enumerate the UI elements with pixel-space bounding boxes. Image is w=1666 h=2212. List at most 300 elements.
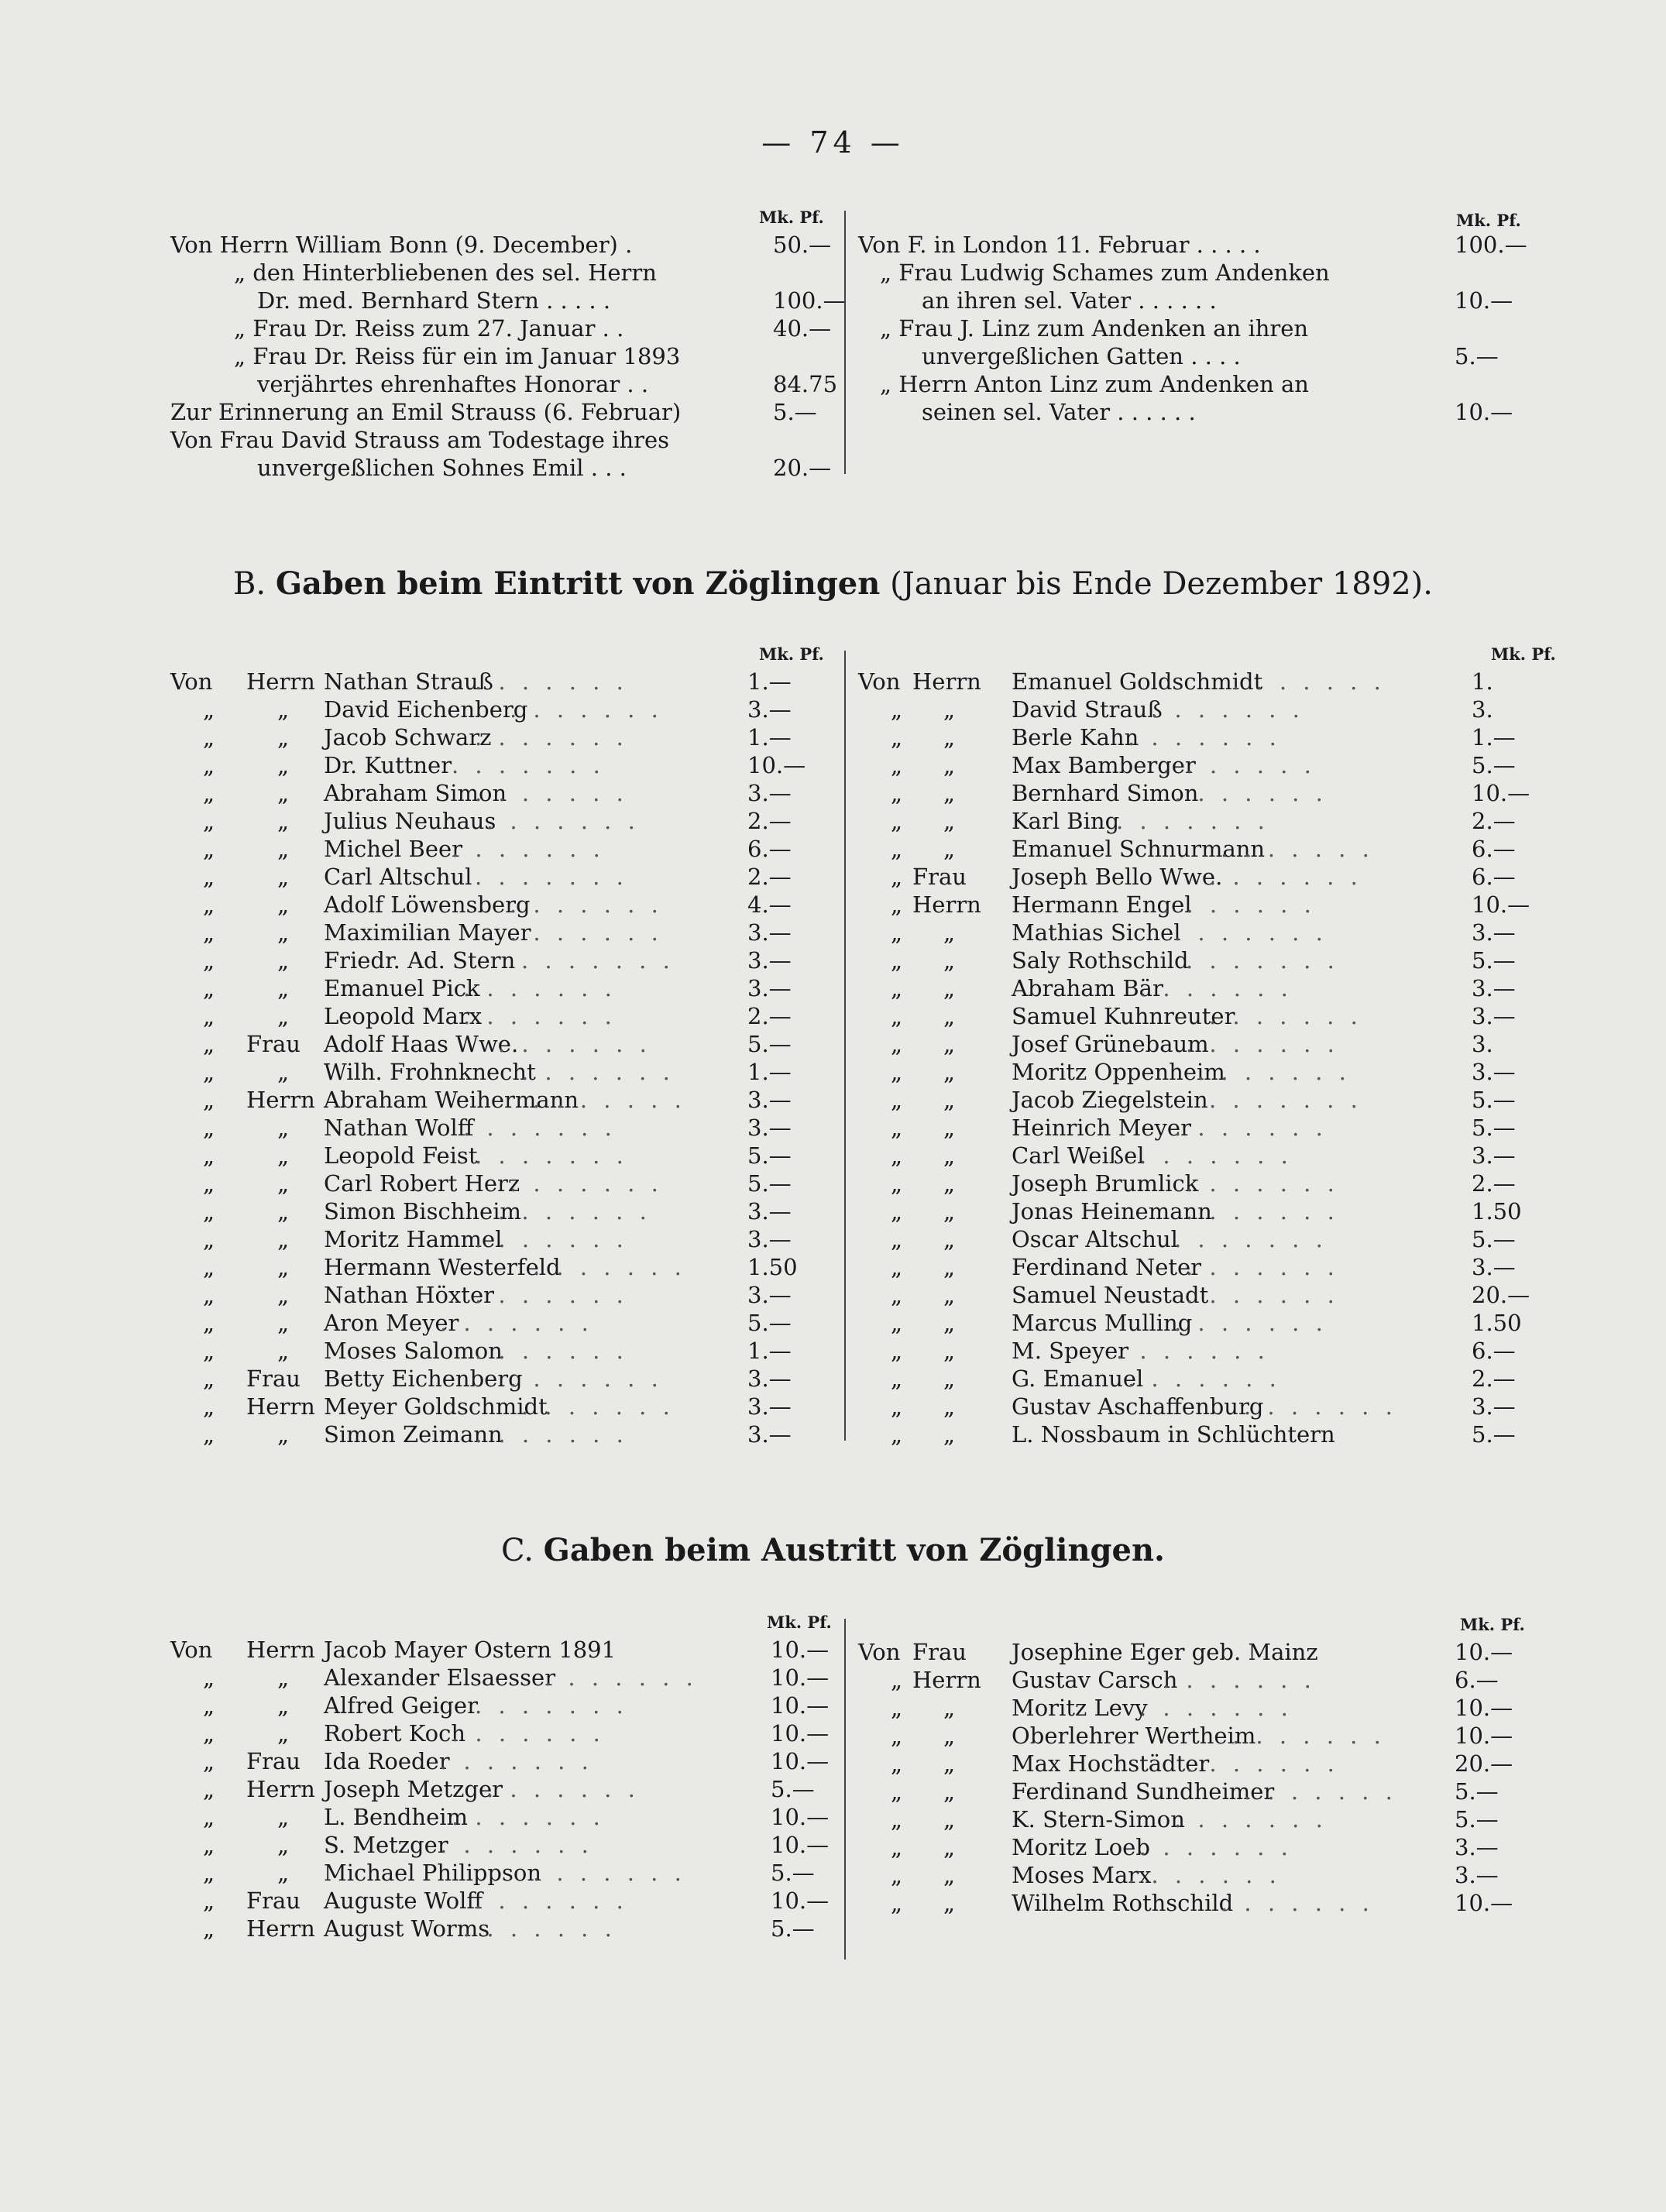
salutation: „ [203, 1915, 215, 1942]
honorific: „ [277, 780, 290, 806]
salutation: „ [891, 1667, 903, 1693]
salutation: „ [891, 1421, 903, 1448]
salutation: „ [891, 864, 903, 890]
donation-amount: 6.— [1472, 836, 1516, 862]
salutation: „ [203, 1748, 215, 1774]
list-row [170, 1197, 844, 1225]
salutation: „ [203, 1776, 215, 1802]
list-row [170, 751, 844, 779]
leader-dots: . . . . . . . [1232, 668, 1386, 695]
donation-amount: 1.— [1472, 724, 1516, 750]
donor-name: Ferdinand Neter [1012, 1254, 1202, 1280]
honorific: „ [943, 752, 956, 778]
honorific: „ [943, 1115, 956, 1141]
salutation: „ [891, 752, 903, 778]
list-row [858, 1722, 1540, 1750]
list-row [170, 1859, 844, 1887]
list-row [170, 1309, 844, 1337]
salutation: „ [891, 1170, 903, 1197]
honorific: Herrn [912, 1667, 981, 1693]
salutation: „ [203, 1087, 215, 1113]
donation-amount: 5.— [1472, 752, 1516, 778]
list-row [170, 1114, 844, 1142]
salutation: „ [891, 1087, 903, 1113]
list-row [170, 1170, 844, 1197]
list-row [858, 779, 1555, 807]
list-row [858, 696, 1555, 723]
leader-dots: . . . . . . . [463, 1003, 617, 1029]
donation-text: „ Frau J. Linz zum Andenken an ihren [880, 315, 1309, 342]
list-row [170, 863, 844, 891]
salutation: „ [891, 808, 903, 834]
donation-amount: 1.— [747, 668, 792, 695]
list-row [858, 1253, 1555, 1281]
salutation: „ [891, 696, 903, 723]
honorific: „ [943, 1282, 956, 1308]
list-row [170, 668, 844, 696]
donation-row [170, 370, 844, 398]
leader-dots: . . . . . . . [1139, 1142, 1293, 1169]
donor-name: Adolf Haas Wwe. [324, 1031, 519, 1057]
salutation: „ [891, 975, 903, 1001]
salutation: „ [203, 1226, 215, 1252]
currency-header-c-left: Mk. Pf. [767, 1613, 832, 1632]
list-row [170, 1030, 844, 1058]
list-row [858, 751, 1555, 779]
donor-name: Joseph Metzger [324, 1776, 503, 1802]
donor-name: Moritz Levy [1012, 1695, 1148, 1721]
salutation: „ [891, 1750, 903, 1777]
donation-amount: 5.— [1455, 1778, 1499, 1805]
section-c-title: Gaben beim Austritt von Zöglingen. [543, 1532, 1165, 1568]
donor-name: Meyer Goldschmidt [324, 1393, 548, 1420]
honorific: „ [943, 919, 956, 946]
donation-amount: 3.— [1472, 1393, 1516, 1420]
list-row [170, 1002, 844, 1030]
list-row [170, 835, 844, 863]
leader-dots: . . . . . . . [1128, 1862, 1281, 1888]
leader-dots: . . . . . . . [486, 1776, 640, 1802]
donor-name: Nathan Wolff [324, 1115, 474, 1141]
list-row [858, 1778, 1540, 1805]
donation-amount: 2.— [747, 864, 792, 890]
donor-name: Joseph Brumlick [1012, 1170, 1199, 1197]
salutation: „ [203, 1421, 215, 1448]
honorific: Frau [912, 1639, 967, 1665]
list-row [858, 723, 1555, 751]
honorific: „ [943, 1059, 956, 1085]
donation-amount: 1.— [747, 1338, 792, 1364]
salutation: „ [203, 836, 215, 862]
donation-amount: 5.— [1472, 947, 1516, 974]
donation-row [858, 314, 1524, 342]
leader-dots: . . . . . . . [475, 1887, 628, 1914]
donor-name: Jacob Mayer Ostern 1891 [324, 1637, 617, 1663]
donation-amount: 5.— [1472, 1087, 1516, 1113]
list-row [858, 1197, 1555, 1225]
donor-name: Mathias Sichel [1012, 919, 1181, 946]
section-c-heading [0, 1532, 1666, 1568]
donor-name: Wilh. Frohnknecht [324, 1059, 536, 1085]
leader-dots: . . . . . . . [475, 1282, 628, 1308]
leader-dots: . . . . . . . [1186, 1170, 1339, 1197]
donor-name: August Worms [324, 1915, 490, 1942]
donor-name: Josef Grünebaum [1012, 1031, 1209, 1057]
leader-dots: . . . . . . . [475, 1421, 628, 1448]
donation-amount: 5.— [771, 1860, 815, 1886]
donation-amount: 6.— [1455, 1667, 1499, 1693]
donor-name: Moritz Oppenheim [1012, 1059, 1225, 1085]
donor-name: Jonas Heinemann [1012, 1198, 1212, 1224]
list-row [858, 1638, 1540, 1666]
salutation: „ [891, 1282, 903, 1308]
list-row [170, 1775, 844, 1803]
donation-text: verjährtes ehrenhaftes Honorar . . [257, 371, 649, 397]
list-row [858, 891, 1555, 919]
donor-name: Aron Meyer [324, 1310, 459, 1336]
donor-name: Simon Bischheim [324, 1198, 521, 1224]
donor-name: Betty Eichenberg [324, 1365, 523, 1392]
donation-text: „ Frau Ludwig Schames zum Andenken [880, 259, 1330, 286]
list-row [858, 1337, 1555, 1365]
donation-amount: 6.— [747, 836, 792, 862]
leader-dots: . . . . . . . [452, 836, 605, 862]
salutation: Von [858, 1639, 901, 1665]
honorific: „ [943, 724, 956, 750]
leader-dots: . . . . . . . [1186, 947, 1339, 974]
donor-name: Simon Zeimann [324, 1421, 503, 1448]
salutation: „ [891, 1393, 903, 1420]
salutation: „ [891, 724, 903, 750]
donation-amount: 3.— [747, 1087, 792, 1113]
leader-dots: . . . . . . . [1116, 808, 1269, 834]
donor-name: Alexander Elsaesser [324, 1664, 556, 1691]
leader-dots: . . . . . . . [533, 1254, 686, 1280]
donor-name: Emanuel Schnurmann [1012, 836, 1266, 862]
honorific: „ [943, 836, 956, 862]
currency-header-c-right: Mk. Pf. [1460, 1615, 1525, 1634]
leader-dots: . . . . . . . [1139, 975, 1293, 1001]
leader-dots: . . . . . . . [1232, 1723, 1386, 1749]
salutation: „ [203, 1282, 215, 1308]
honorific: „ [277, 1003, 290, 1029]
salutation: „ [891, 1142, 903, 1169]
salutation: „ [203, 724, 215, 750]
salutation: „ [891, 1338, 903, 1364]
honorific: „ [277, 1421, 290, 1448]
donation-amount: 3.— [1455, 1834, 1499, 1860]
honorific: „ [943, 1226, 956, 1252]
list-row [170, 1281, 844, 1309]
list-row [858, 974, 1555, 1002]
honorific: „ [277, 1664, 290, 1691]
donor-name: Julius Neuhaus [324, 808, 496, 834]
honorific: „ [943, 1003, 956, 1029]
donation-row [170, 342, 844, 370]
leader-dots: . . . . . . . [440, 1748, 593, 1774]
honorific: „ [943, 1393, 956, 1420]
donation-row [170, 398, 844, 426]
donation-amount: 1.50 [1472, 1198, 1522, 1224]
leader-dots: . . . . . . . [1186, 1282, 1339, 1308]
leader-dots: . . . . . . . [510, 1365, 663, 1392]
leader-dots: . . . . . . . [1174, 1115, 1328, 1141]
donation-amount: 3. [1472, 696, 1493, 723]
donation-text: Zur Erinnerung an Emil Strauss (6. Februar) [170, 399, 682, 425]
list-row [170, 919, 844, 946]
donation-amount: 3.— [747, 1282, 792, 1308]
donation-amount: 10.— [1472, 891, 1530, 918]
salutation: „ [891, 1365, 903, 1392]
leader-dots: . . . . . . . [1197, 1059, 1351, 1085]
honorific: „ [943, 1310, 956, 1336]
list-row [858, 1833, 1540, 1861]
donation-amount: 4.— [747, 891, 792, 918]
donation-amount: 20.— [773, 455, 832, 481]
honorific: „ [943, 1750, 956, 1777]
honorific: „ [277, 1720, 290, 1747]
donation-amount: 6.— [1472, 1338, 1516, 1364]
salutation: „ [891, 891, 903, 918]
list-row [170, 1719, 844, 1747]
donation-amount: 100.— [1455, 232, 1527, 258]
salutation: „ [203, 1003, 215, 1029]
honorific: „ [277, 864, 290, 890]
donation-amount: 1.— [747, 724, 792, 750]
salutation: „ [203, 1059, 215, 1085]
donation-amount: 3.— [1455, 1862, 1499, 1888]
donor-name: Abraham Simon [324, 780, 507, 806]
donation-row [858, 398, 1524, 426]
list-row [858, 1225, 1555, 1253]
donation-amount: 2.— [1472, 808, 1516, 834]
donation-amount: 10.— [771, 1637, 830, 1663]
list-row [858, 1666, 1540, 1694]
donation-amount: 2.— [1472, 1365, 1516, 1392]
list-row [858, 919, 1555, 946]
honorific: „ [277, 1142, 290, 1169]
donation-amount: 1. [1472, 668, 1493, 695]
honorific: Herrn [246, 1915, 315, 1942]
honorific: „ [277, 975, 290, 1001]
donation-amount: 2.— [1472, 1170, 1516, 1197]
donation-row [858, 287, 1524, 314]
leader-dots: . . . . . . . [544, 1664, 698, 1691]
donation-amount: 3.— [747, 1198, 792, 1224]
list-row [170, 1692, 844, 1719]
donor-name: Carl Altschul [324, 864, 472, 890]
leader-dots: . . . . . . . [475, 780, 628, 806]
salutation: „ [203, 1198, 215, 1224]
list-row [858, 1142, 1555, 1170]
donation-amount: 1.50 [1472, 1310, 1522, 1336]
salutation: „ [891, 1059, 903, 1085]
donation-amount: 3.— [747, 947, 792, 974]
honorific: „ [943, 1421, 956, 1448]
donation-amount: 20.— [1455, 1750, 1513, 1777]
donor-name: Oscar Altschul [1012, 1226, 1178, 1252]
donor-name: Carl Weißel [1012, 1142, 1145, 1169]
donation-row [170, 259, 844, 287]
honorific: „ [277, 808, 290, 834]
list-row [170, 1225, 844, 1253]
honorific: „ [943, 1695, 956, 1721]
leader-dots: . . . . . . . [510, 891, 663, 918]
donation-row [170, 426, 844, 454]
list-row [858, 1889, 1540, 1917]
donor-name: Moritz Hammel [324, 1226, 503, 1252]
donor-name: Hermann Westerfeld [324, 1254, 561, 1280]
list-row [858, 946, 1555, 974]
salutation: „ [203, 1804, 215, 1830]
leader-dots: . . . . . . . [1209, 1003, 1362, 1029]
salutation: „ [203, 1393, 215, 1420]
honorific: „ [943, 1170, 956, 1197]
honorific: „ [277, 1310, 290, 1336]
list-row [170, 807, 844, 835]
donation-amount: 10.— [1455, 1695, 1513, 1721]
leader-dots: . . . . . . . [1139, 1834, 1293, 1860]
donation-amount: 10.— [771, 1748, 830, 1774]
donation-amount: 3.— [747, 696, 792, 723]
leader-dots: . . . . . . . [521, 1393, 675, 1420]
list-row [858, 1281, 1555, 1309]
salutation: „ [891, 1834, 903, 1860]
donor-name: Leopold Marx [324, 1003, 483, 1029]
donor-name: David Eichenberg [324, 696, 528, 723]
donor-name: David Strauß [1012, 696, 1163, 723]
salutation: „ [203, 1338, 215, 1364]
leader-dots: . . . . . . . [475, 1338, 628, 1364]
leader-dots: . . . . . . . [463, 975, 617, 1001]
list-row [858, 1420, 1555, 1448]
donor-name: Friedr. Ad. Stern [324, 947, 516, 974]
salutation: „ [891, 919, 903, 946]
salutation: „ [891, 1695, 903, 1721]
donation-amount: 5.— [773, 399, 817, 425]
honorific: „ [943, 1778, 956, 1805]
leader-dots: . . . . . . . [1174, 780, 1328, 806]
donation-amount: 50.— [773, 232, 832, 258]
leader-dots: . . . . . . . [1174, 1226, 1328, 1252]
donor-name: Karl Bing [1012, 808, 1120, 834]
salutation: „ [203, 1692, 215, 1719]
honorific: Frau [246, 1748, 301, 1774]
list-row [858, 835, 1555, 863]
donor-name: Auguste Wolff [324, 1887, 483, 1914]
donation-amount: 10.— [747, 752, 806, 778]
donation-amount: 10.— [771, 1664, 830, 1691]
list-row [858, 1694, 1540, 1722]
donor-name: Abraham Bär [1012, 975, 1163, 1001]
donor-name: Moritz Loeb [1012, 1834, 1150, 1860]
donation-amount: 10.— [1455, 399, 1513, 425]
column-divider-a [844, 211, 846, 474]
donation-amount: 3.— [747, 1365, 792, 1392]
section-c-letter: C. [501, 1533, 534, 1568]
donor-name: Ferdinand Sundheimer [1012, 1778, 1275, 1805]
salutation: „ [891, 1806, 903, 1832]
leader-dots: . . . . . . . [510, 696, 663, 723]
currency-header-b-right: Mk. Pf. [1491, 644, 1556, 664]
salutation: „ [891, 1890, 903, 1916]
honorific: „ [277, 1198, 290, 1224]
leader-dots: . . . . . . . [452, 1720, 605, 1747]
donation-text: Von Herrn William Bonn (9. December) . [170, 232, 633, 258]
donor-name: Abraham Weihermann [324, 1087, 579, 1113]
donation-amount: 5.— [1455, 343, 1499, 369]
leader-dots: . . . . . . . [1221, 836, 1374, 862]
honorific: Herrn [246, 1776, 315, 1802]
salutation: „ [203, 1254, 215, 1280]
leader-dots: . . . . . . . [521, 947, 675, 974]
donation-text: „ Herrn Anton Linz zum Andenken an [880, 371, 1309, 397]
donation-amount: 3.— [1472, 1059, 1516, 1085]
leader-dots: . . . . . . . [1221, 1890, 1374, 1916]
list-row [170, 891, 844, 919]
donor-name: Emanuel Pick [324, 975, 480, 1001]
donation-amount: 10.— [1455, 1723, 1513, 1749]
honorific: „ [943, 947, 956, 974]
donor-name: Leopold Feist [324, 1142, 478, 1169]
honorific: Frau [246, 1365, 301, 1392]
leader-dots: . . . . . . . [452, 752, 605, 778]
list-row [170, 1058, 844, 1086]
leader-dots: . . . . . . . [486, 808, 640, 834]
list-row [858, 1393, 1555, 1420]
donation-row [170, 287, 844, 314]
donation-amount: 5.— [771, 1915, 815, 1942]
honorific: „ [943, 1365, 956, 1392]
donation-amount: 6.— [1472, 864, 1516, 890]
donation-amount: 5.— [1472, 1115, 1516, 1141]
leader-dots: . . . . . . . [1244, 1778, 1397, 1805]
list-row [858, 1309, 1555, 1337]
salutation: „ [203, 864, 215, 890]
leader-dots: . . . . . . . [521, 1059, 675, 1085]
donor-name: Adolf Löwensberg [324, 891, 531, 918]
donor-name: Michael Philippson [324, 1860, 541, 1886]
list-row [858, 1086, 1555, 1114]
donation-amount: 3.— [747, 1393, 792, 1420]
donation-row [858, 231, 1527, 259]
honorific: Frau [912, 864, 967, 890]
salutation: „ [891, 1226, 903, 1252]
section-b-heading [0, 565, 1666, 602]
donor-name: M. Speyer [1012, 1338, 1129, 1364]
donation-amount: 5.— [747, 1031, 792, 1057]
leader-dots: . . . . . . . [1163, 752, 1316, 778]
leader-dots: . . . . . . . [498, 1031, 651, 1057]
donation-amount: 10.— [1472, 780, 1530, 806]
donor-name: Max Bamberger [1012, 752, 1196, 778]
currency-header-b-left: Mk. Pf. [759, 644, 824, 664]
donation-amount: 3.— [1472, 1254, 1516, 1280]
honorific: Herrn [246, 1393, 315, 1420]
list-row [170, 696, 844, 723]
donor-name: Robert Koch [324, 1720, 466, 1747]
honorific: „ [943, 1031, 956, 1057]
donation-amount: 3.— [1472, 919, 1516, 946]
leader-dots: . . . . . . . [1174, 1310, 1328, 1336]
donation-amount: 10.— [771, 1692, 830, 1719]
donation-text: Von Frau David Strauss am Todestage ihres [170, 427, 670, 453]
honorific: Frau [246, 1031, 301, 1057]
leader-dots: . . . . . . . [1174, 1806, 1328, 1832]
leader-dots: . . . . . . . [533, 1087, 686, 1113]
salutation: „ [203, 780, 215, 806]
honorific: „ [943, 1723, 956, 1749]
